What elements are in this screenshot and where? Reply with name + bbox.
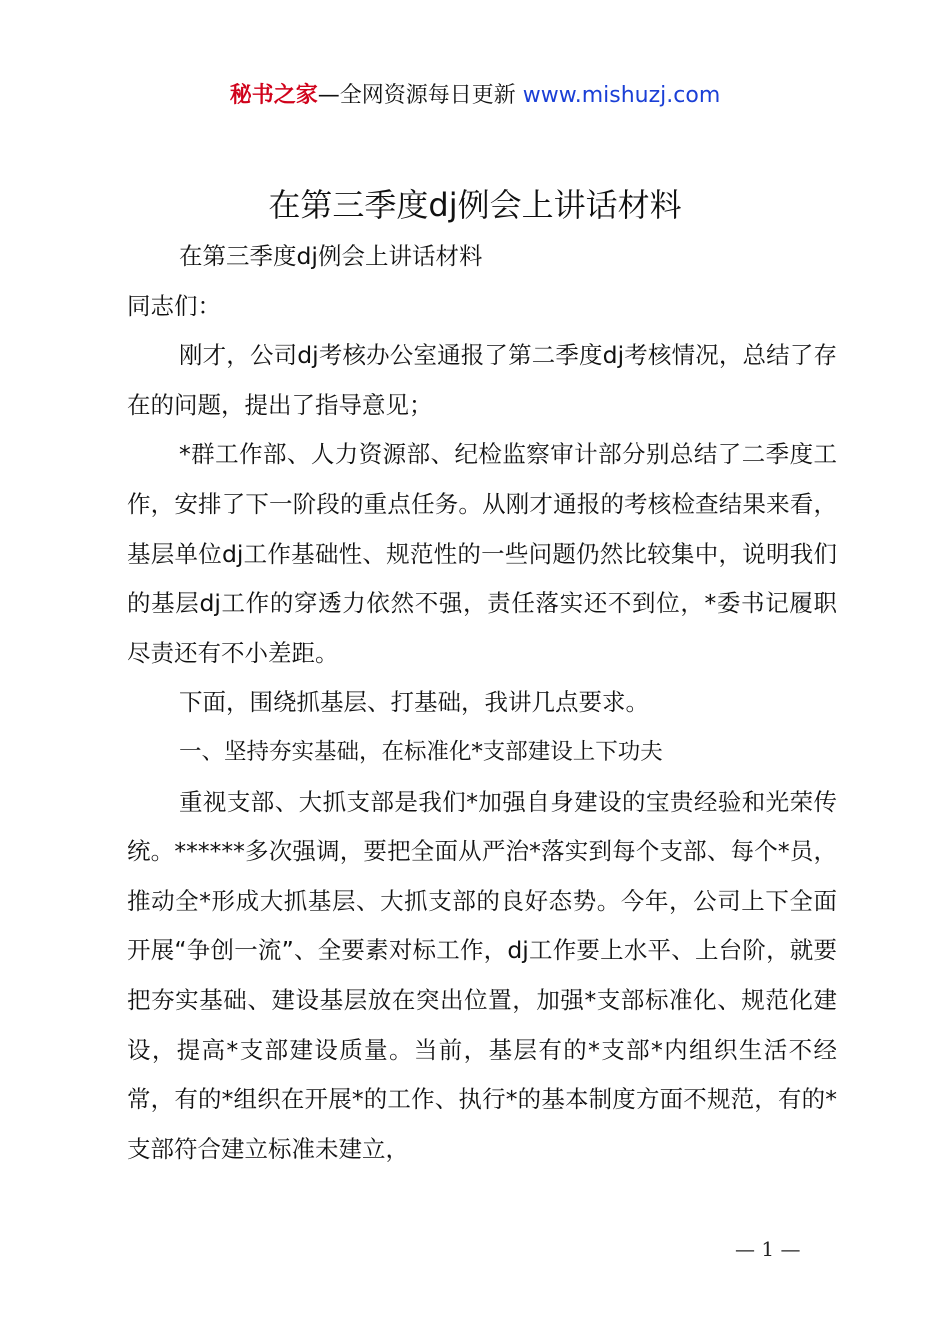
document-title: 在第三季度dj例会上讲话材料 xyxy=(268,186,682,224)
body-paragraph: *群工作部、人力资源部、纪检监察审计部分别总结了二季度工作，安排了下一阶段的重点任务。从刚才通报的考核检查结果来看，基层单位dj工作基础性、规范性的一些问题仍然比较集中，说明我们的基层dj工作的穿透力依然不强，责任落实还不到位，*委书记履职尽责还有不小差距。 xyxy=(127,440,837,667)
body-paragraph: 刚才，公司dj考核办公室通报了第二季度dj考核情况，总结了存在的问题，提出了指导意见； xyxy=(127,341,837,419)
header-tagline: —全网资源每日更新 xyxy=(317,83,516,108)
brand-name: 秘书之家 xyxy=(229,83,318,108)
repeated-title-paragraph: 在第三季度dj例会上讲话材料 xyxy=(179,242,483,270)
site-url-link[interactable]: www.mishuzj.com xyxy=(522,83,721,108)
body-paragraph: 下面，围绕抓基层、打基础，我讲几点要求。 xyxy=(179,688,649,717)
page-number: — 1 — xyxy=(735,1237,801,1261)
salutation: 同志们： xyxy=(127,291,221,320)
body-paragraph: 重视支部、大抓支部是我们*加强自身建设的宝贵经验和光荣传统。******多次强调，要把全面从严治*落实到每个支部、每个*员，推动全*形成大抓基层、大抓支部的良好态势。今年，公司上下全面开展“争创一流”、全要素对标工作，dj工作要上水平、上台阶，就要把夯实基础、建设基层放在突出位置，加强*支部标准化、规范化建设，提高*支部建设质量。当前，基层有的*支部*内组织生活不经常，有的*组织在开展*的工作、执行*的基本制度方面不规范，有的*支部符合建立标准未建立， xyxy=(127,787,837,1163)
document-body xyxy=(127,232,837,1174)
site-header xyxy=(0,80,950,112)
section-heading: 一、坚持夯实基础，在标准化*支部建设上下功夫 xyxy=(179,738,663,765)
